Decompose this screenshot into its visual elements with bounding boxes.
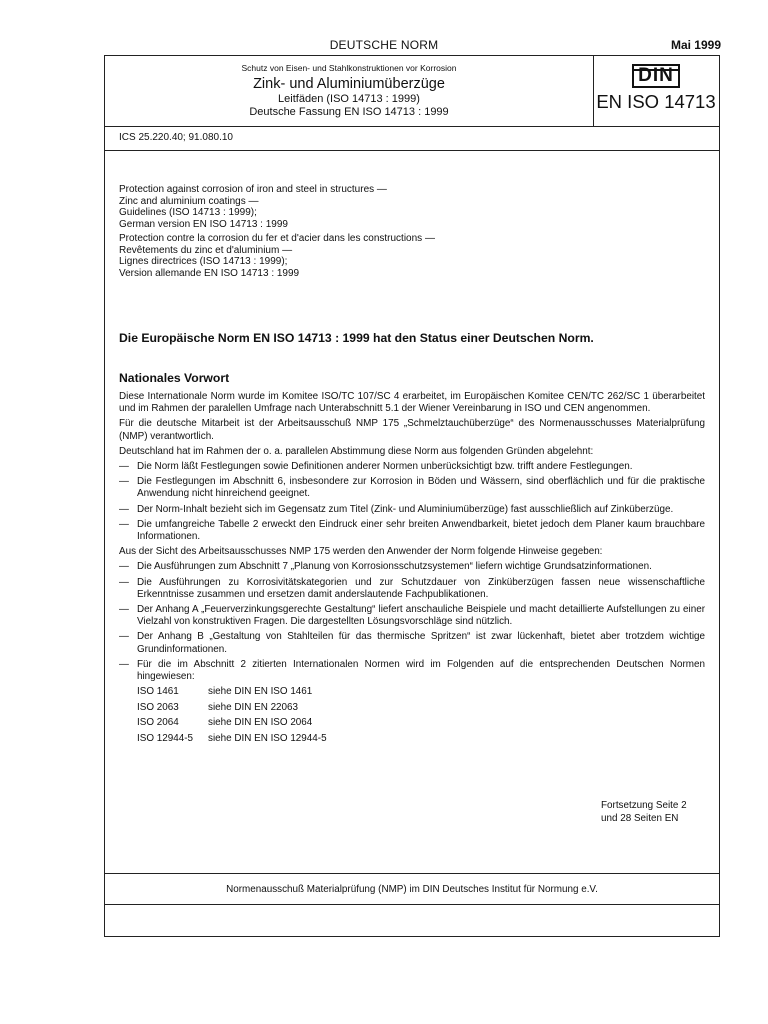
list-item-text: Die Ausführungen zu Korrosivitätskategorien und zur Schutzdauer von Zinküberzügen fassen neue wissenschaftliche Erkenntnisse zusammen und ersetzen damit anderslautende Fachpublikationen. [137, 576, 705, 600]
status-statement: Die Europäische Norm EN ISO 14713 : 1999 hat den Status einer Deutschen Norm. [119, 331, 594, 345]
french-title-line: Version allemande EN ISO 14713 : 1999 [119, 267, 300, 279]
table-row [137, 684, 705, 700]
paragraph: Diese Internationale Norm wurde im Komitee ISO/TC 107/SC 4 erarbeitet, im Europäischen Komitee CEN/TC 262/SC 1 überarbeitet und im Rahmen der paralellen Umfrage nach Unterabschnitt 5.1 der Wiener Vereinbarung in ISO und CEN angenommen. [119, 391, 705, 415]
ics-code: ICS 25.220.40; 91.080.10 [119, 132, 233, 143]
ics-row [105, 126, 719, 151]
list-item-text: Die umfangreiche Tabelle 2 erweckt den Eindruck einer sehr breiten Anwendbarkeit, bietet jedoch dem Planer kaum brauchbare Informationen. [137, 518, 705, 543]
paragraph: Für die deutsche Mitarbeit ist der Arbeitsausschuß NMP 175 „Schmelztauchüberzüge“ des Normenausschusses Materialprüfung (NMP) verantwortlich. [119, 418, 705, 442]
iso-reference: ISO 1461 [137, 686, 179, 698]
iso-reference: ISO 12944-5 [137, 732, 193, 744]
list-item-text: Der Anhang A „Feuerverzinkungsgerechte Gestaltung“ liefert anschauliche Beispiele und macht detaillierte Aufstellungen zu einer Vielzahl von konstruktiven Fragen. Die dargestellten Lösungsvorschläge sind nützlich. [137, 604, 705, 628]
din-reference: siehe DIN EN 22063 [208, 701, 299, 713]
document-type: DEUTSCHE NORM [329, 38, 439, 52]
list-item-text: Der Norm-Inhalt bezieht sich im Gegensatz zum Titel (Zink- und Aluminiumüberzüge) fast ausschließlich auf Zinküberzüge. [137, 503, 674, 515]
paragraph: Aus der Sicht des Arbeitsausschusses NMP 175 werden den Anwender der Norm folgende Hinweise gegeben: [119, 546, 603, 558]
list-item: — Der Norm-Inhalt bezieht sich im Gegensatz zum Titel (Zink- und Aluminiumüberzüge) fast ausschließlich auf Zinküberzüge. [119, 504, 705, 516]
norm-frame [104, 55, 720, 937]
main-content [119, 150, 705, 744]
list-item: — Die Festlegungen im Abschnitt 6, insbesondere zur Korrosion in Böden und Wässern, sind oberflächlich und für die praktische Anwendung nicht hinreichend geeignet. [119, 476, 705, 500]
english-title-line: Zinc and aluminium coatings — [119, 195, 259, 207]
list-item: — Für die im Abschnitt 2 zitierten Internationalen Normen wird im Folgenden auf die entsprechenden Deutschen Normen hingewiesen: [119, 658, 705, 683]
table-row [137, 715, 705, 731]
french-title-line: Protection contre la corrosion du fer et d'acier dans les constructions — [119, 233, 435, 244]
french-title-line: Lignes directrices (ISO 14713 : 1999); [119, 256, 288, 267]
header-line-1: Leitfäden (ISO 14713 : 1999) [278, 93, 420, 105]
english-title-line: Guidelines (ISO 14713 : 1999); [119, 207, 257, 218]
continuation-line: und 28 Seiten EN [601, 812, 679, 824]
header-title-block [105, 56, 594, 126]
din-reference: siehe DIN EN ISO 12944-5 [208, 732, 327, 744]
continuation-note [601, 800, 687, 825]
english-title [119, 184, 705, 230]
header-row [105, 56, 719, 127]
list-item-text: Der Anhang B „Gestaltung von Stahlteilen für das thermische Spritzen“ ist zwar lückenhaft, bietet aber trotzdem wichtige Grundinformationen. [137, 631, 705, 655]
english-title-line: German version EN ISO 14713 : 1999 [119, 218, 288, 230]
list-item-text: Für die im Abschnitt 2 zitierten Internationalen Normen wird im Folgenden auf die entsprechenden Deutschen Normen hingewiesen: [137, 658, 705, 683]
norm-code: EN ISO 14713 [596, 91, 716, 112]
french-title-line: Revêtements du zinc et d'aluminium — [119, 244, 293, 256]
list-item: — Die Ausführungen zu Korrosivitätskategorien und zur Schutzdauer von Zinküberzügen fassen neue wissenschaftliche Erkenntnisse zusammen und ersetzen damit anderslautende Fachpublikationen. [119, 576, 705, 600]
section-heading: Nationales Vorwort [119, 371, 230, 385]
list-item: — Der Anhang A „Feuerverzinkungsgerechte Gestaltung“ liefert anschauliche Beispiele und macht detaillierte Aufstellungen zu einer Vielzahl von konstruktiven Fragen. Die dargestellten Lösungsvorschläge sind nützlich. [119, 604, 705, 628]
header-subtitle: Schutz von Eisen- und Stahlkonstruktionen vor Korrosion [241, 63, 457, 73]
list-item: — Der Anhang B „Gestaltung von Stahlteilen für das thermische Spritzen“ ist zwar lückenhaft, bietet aber trotzdem wichtige Grundinformationen. [119, 631, 705, 655]
table-row [137, 731, 705, 747]
table-row [137, 700, 705, 716]
english-title-line: Protection against corrosion of iron and steel in structures — [119, 184, 387, 195]
reference-table [137, 684, 705, 746]
din-reference: siehe DIN EN ISO 1461 [208, 686, 313, 698]
footer-row [105, 873, 719, 905]
paragraph: Deutschland hat im Rahmen der o. a. parallelen Abstimmung diese Norm aus folgenden Gründen abgelehnt: [119, 445, 594, 457]
list-item: — Die Norm läßt Festlegungen sowie Definitionen anderer Normen unberücksichtigt bzw. trifft andere Festlegungen. [119, 461, 705, 473]
foreword-body [119, 391, 705, 746]
list-item: — Die Ausführungen zum Abschnitt 7 „Planung von Korrosionsschutzsystemen“ liefern wichtige Grundsatzinformationen. [119, 561, 705, 573]
continuation-line: Fortsetzung Seite 2 [601, 800, 687, 811]
header-title: Zink- und Aluminiumüberzüge [253, 76, 445, 92]
header-line-2: Deutsche Fassung EN ISO 14713 : 1999 [249, 106, 449, 118]
din-logo: DIN [632, 64, 680, 88]
din-reference: siehe DIN EN ISO 2064 [208, 717, 313, 729]
list-item-text: Die Norm läßt Festlegungen sowie Definitionen anderer Normen unberücksichtigt bzw. trifft andere Festlegungen. [137, 461, 633, 473]
iso-reference: ISO 2063 [137, 701, 179, 713]
header-code-block [593, 56, 719, 126]
list-item: — Die umfangreiche Tabelle 2 erweckt den Eindruck einer sehr breiten Anwendbarkeit, bietet jedoch dem Planer kaum brauchbare Informationen. [119, 518, 705, 543]
publication-date: Mai 1999 [670, 38, 721, 52]
french-title [119, 233, 705, 279]
list-item-text: Die Festlegungen im Abschnitt 6, insbesondere zur Korrosion in Böden und Wässern, sind oberflächlich und für die praktische Anwendung nicht hinreichend geeignet. [137, 476, 705, 500]
iso-reference: ISO 2064 [137, 717, 179, 729]
list-item-text: Die Ausführungen zum Abschnitt 7 „Planung von Korrosionsschutzsystemen“ liefern wichtige Grundsatzinformationen. [137, 561, 652, 573]
publisher-footer: Normenausschuß Materialprüfung (NMP) im DIN Deutsches Institut für Normung e.V. [226, 884, 598, 895]
